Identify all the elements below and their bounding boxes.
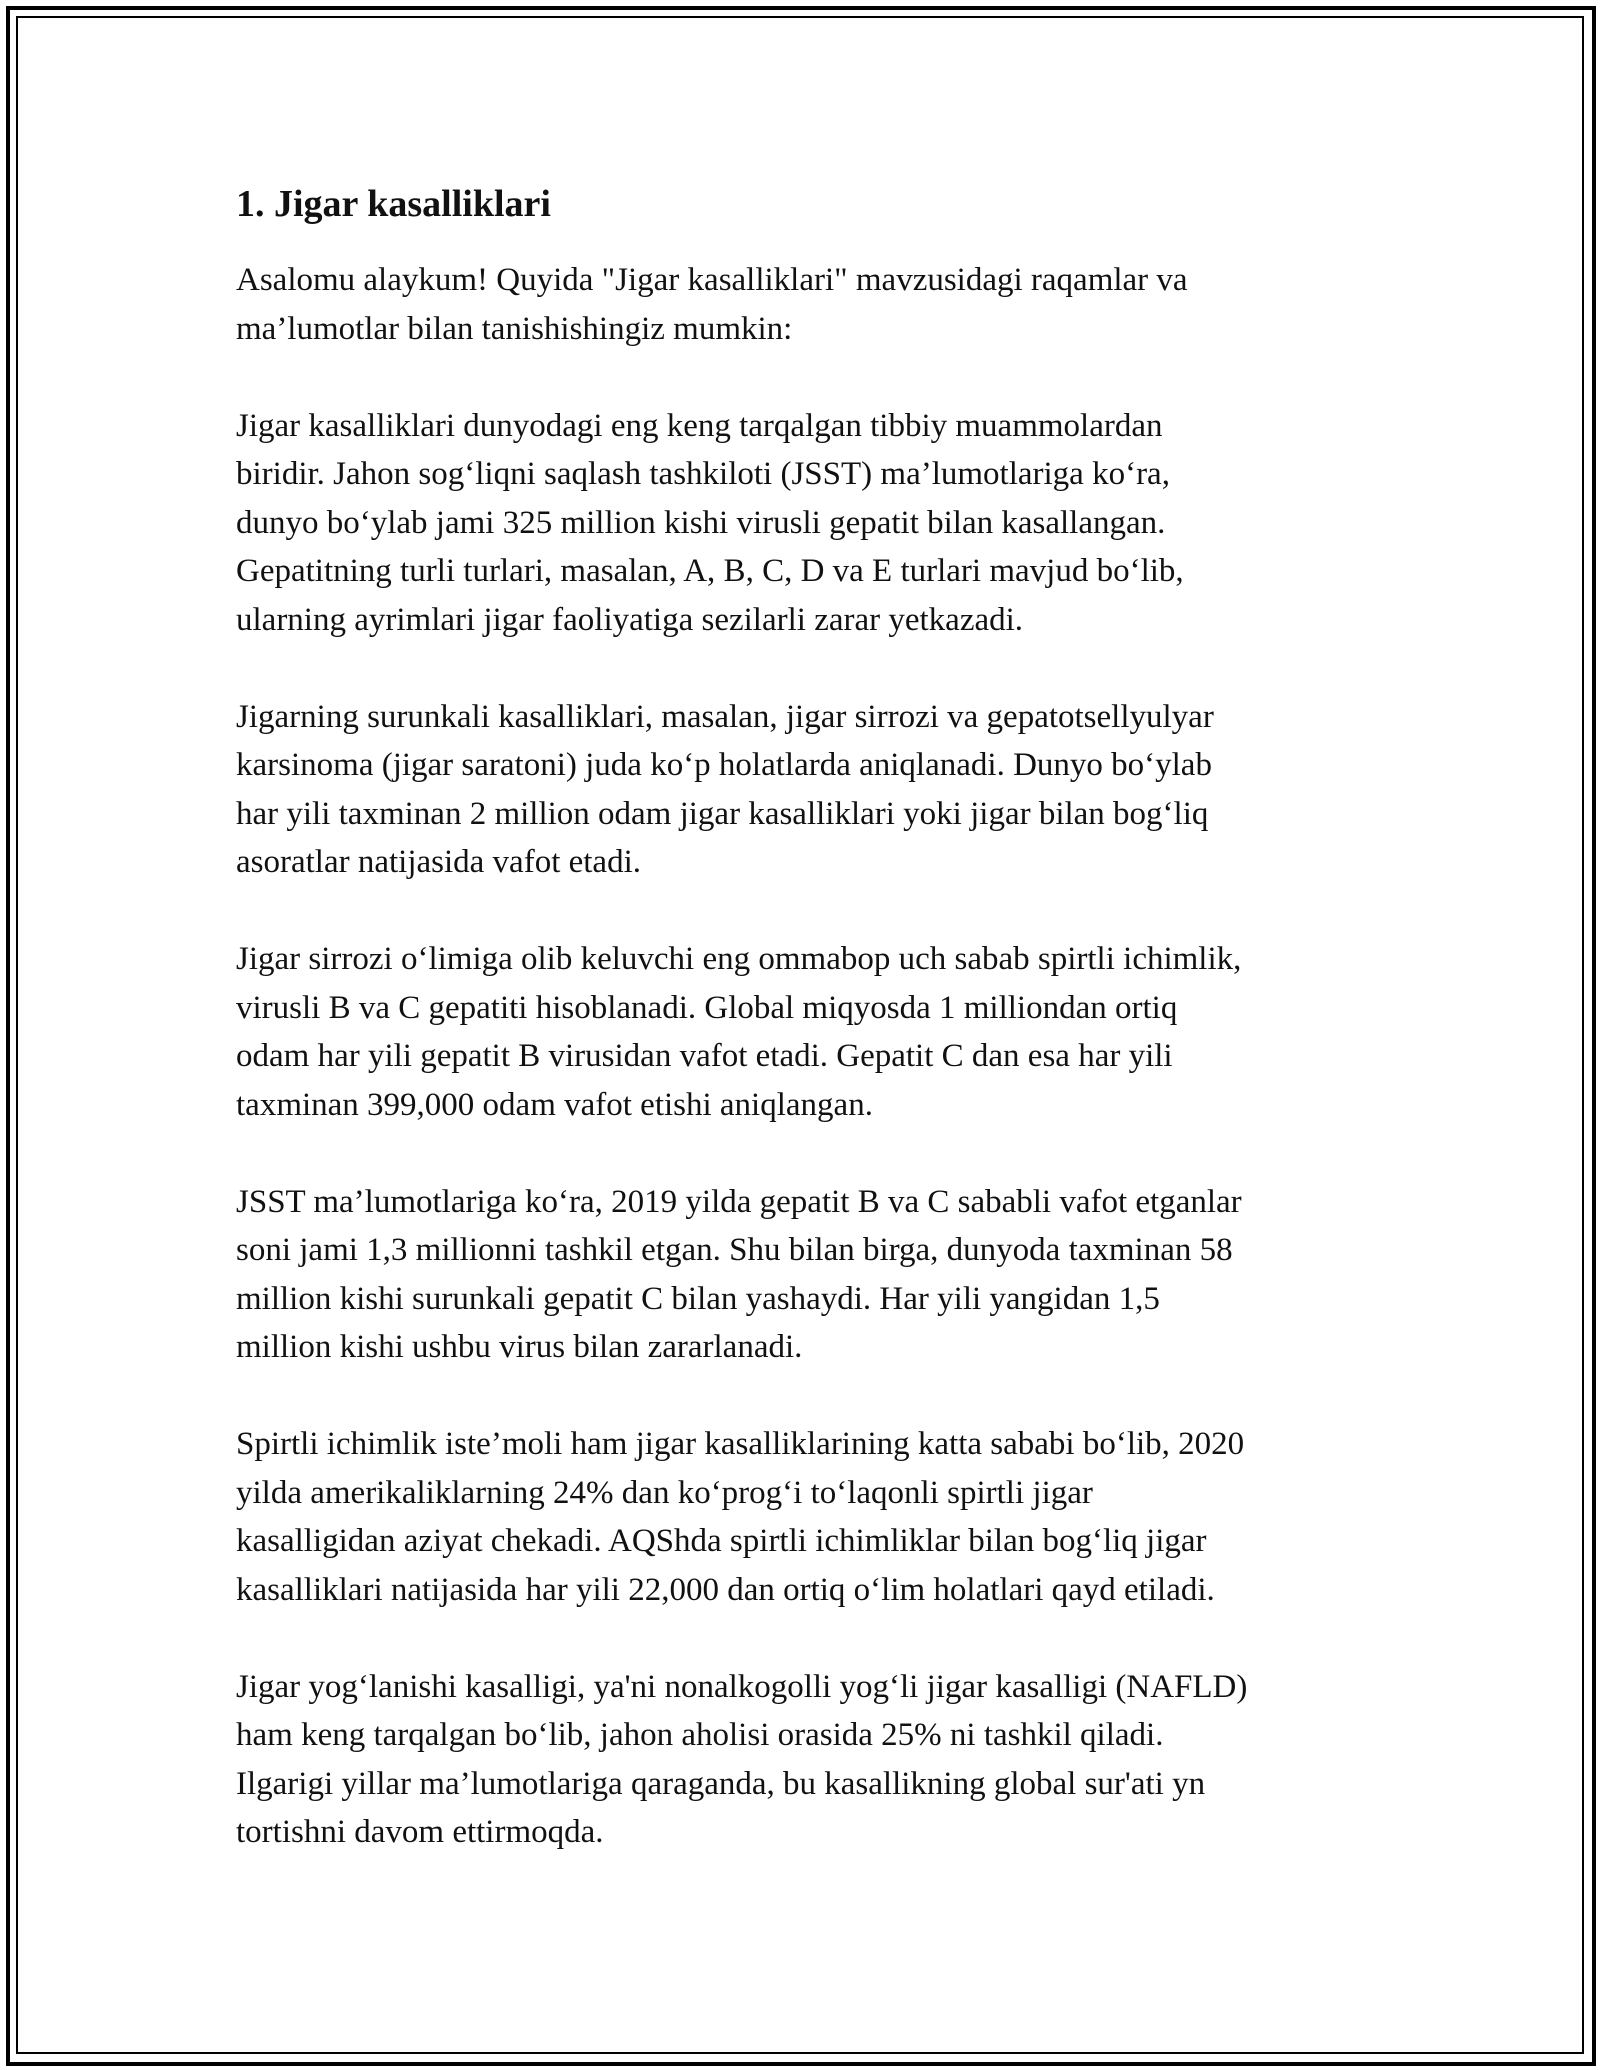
text-line: Asalomu alaykum! Quyida "Jigar kasalliklari" mavzusidagi raqamlar va — [236, 262, 1188, 298]
text-line: ma’lumotlar bilan tanishishingiz mumkin: — [236, 310, 793, 347]
text-line: asoratlar natijasida vafot etadi. — [236, 844, 641, 880]
text-line: taxminan 399,000 odam vafot etishi aniqlangan. — [236, 1086, 873, 1123]
paragraph-list — [236, 402, 1386, 1857]
text-line: tortishni davom ettirmoqda. — [236, 1814, 604, 1850]
text-line: yilda amerikaliklarning 24% dan ko‘prog‘i to‘laqonli spirtli jigar — [236, 1474, 1093, 1511]
text-line: Jigar yog‘lanishi kasalligi, ya'ni nonalkogolli yog‘li jigar kasalligi (NAFLD) — [236, 1668, 1248, 1705]
text-line: ham keng tarqalgan bo‘lib, jahon aholisi orasida 25% ni tashkil qiladi. — [236, 1717, 1164, 1753]
body-paragraph — [236, 1178, 1386, 1372]
body-paragraph — [236, 935, 1386, 1129]
document-body — [236, 180, 1386, 1857]
text-line: million kishi surunkali gepatit C bilan yashaydi. Har yili yangidan 1,5 — [236, 1280, 1160, 1317]
text-line: ularning ayrimlari jigar faoliyatiga sezilarli zarar yetkazadi. — [236, 601, 1024, 638]
text-line: dunyo bo‘ylab jami 325 million kishi virusli gepatit bilan kasallangan. — [236, 504, 1166, 541]
text-line: JSST ma’lumotlariga ko‘ra, 2019 yilda gepatit B va C sababli vafot etganlar — [236, 1183, 1242, 1220]
text-line: Jigarning surunkali kasalliklari, masalan, jigar sirrozi va gepatotsellyulyar — [236, 698, 1214, 735]
body-paragraph — [236, 1663, 1386, 1857]
text-line: Ilgarigi yillar ma’lumotlariga qaraganda, bu kasallikning global sur'ati yn — [236, 1765, 1206, 1802]
body-paragraph — [236, 693, 1386, 887]
text-line: virusli B va C gepatiti hisoblanadi. Global miqyosda 1 milliondan ortiq — [236, 989, 1178, 1026]
text-line: million kishi ushbu virus bilan zararlanadi. — [236, 1329, 803, 1365]
text-line: Jigar kasalliklari dunyodagi eng keng tarqalgan tibbiy muammolardan — [236, 407, 1163, 444]
text-line: har yili taxminan 2 million odam jigar kasalliklari yoki jigar bilan bog‘liq — [236, 795, 1209, 832]
text-line: Jigar sirrozi o‘limiga olib keluvchi eng ommabop uch sabab spirtli ichimlik, — [236, 941, 1242, 977]
text-line: karsinoma (jigar saratoni) juda ko‘p holatlarda aniqlanadi. Dunyo bo‘ylab — [236, 747, 1212, 783]
intro-paragraph — [236, 256, 1386, 353]
text-line: biridir. Jahon sog‘liqni saqlash tashkiloti (JSST) ma’lumotlariga ko‘ra, — [236, 456, 1170, 492]
body-paragraph — [236, 1420, 1386, 1614]
text-line: odam har yili gepatit B virusidan vafot etadi. Gepatit C dan esa har yili — [236, 1038, 1173, 1074]
text-line: kasalliklari natijasida har yili 22,000 dan ortiq o‘lim holatlari qayd etiladi. — [236, 1571, 1215, 1608]
page-title: 1. Jigar kasalliklari — [236, 183, 551, 225]
text-line: soni jami 1,3 millionni tashkil etgan. Shu bilan birga, dunyoda taxminan 58 — [236, 1232, 1233, 1268]
text-line: Spirtli ichimlik iste’moli ham jigar kasalliklarining katta sababi bo‘lib, 2020 — [236, 1426, 1245, 1462]
body-paragraph — [236, 402, 1386, 645]
text-line: Gepatitning turli turlari, masalan, A, B, C, D va E turlari mavjud bo‘lib, — [236, 553, 1184, 589]
text-line: kasalligidan aziyat chekadi. AQShda spirtli ichimliklar bilan bog‘liq jigar — [236, 1523, 1207, 1559]
